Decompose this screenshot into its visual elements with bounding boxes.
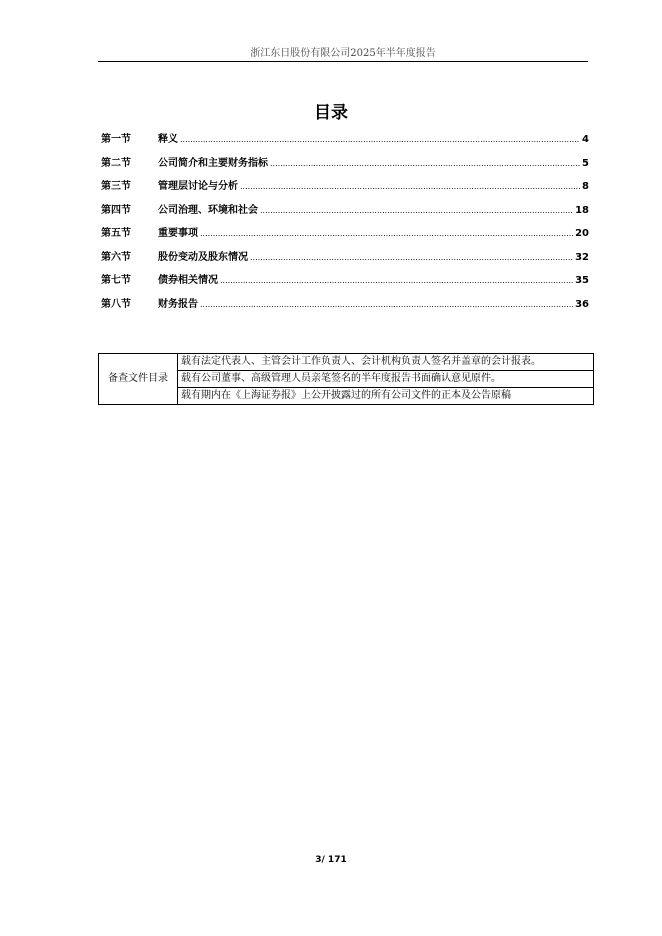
table-row: [99, 354, 594, 371]
toc-entry[interactable]: [101, 271, 589, 295]
toc-leader-dots: [200, 229, 573, 238]
toc-entry[interactable]: [101, 130, 589, 154]
reference-doc-item: 载有法定代表人、主管会计工作负责人、会计机构负责人签名并盖章的会计报表。: [178, 354, 594, 371]
page-number: 3/ 171: [315, 855, 347, 865]
toc-section-number: 第六节: [101, 251, 131, 263]
toc-entry[interactable]: [101, 201, 589, 225]
toc-leader-dots: [260, 206, 573, 215]
toc-entry[interactable]: [101, 295, 589, 319]
toc-leader-dots: [220, 276, 573, 285]
toc-page-number: 36: [575, 298, 589, 310]
toc-section-name: 公司治理、环境和社会: [158, 204, 258, 216]
toc-section-name: 财务报告: [158, 298, 198, 310]
page-header: 浙江东日股份有限公司2025年半年度报告: [250, 48, 436, 59]
toc-leader-dots: [200, 300, 573, 309]
toc-section-number: 第四节: [101, 204, 131, 216]
toc-page-number: 8: [582, 181, 589, 192]
toc-page-number: 4: [582, 134, 589, 145]
toc-section-name: 重要事项: [158, 228, 198, 239]
toc-section-number: 第八节: [101, 298, 131, 310]
toc-page-number: 18: [575, 204, 589, 216]
toc-section-name: 公司简介和主要财务指标: [158, 157, 268, 169]
toc-leader-dots: [270, 159, 580, 168]
toc-section-number: 第五节: [101, 228, 131, 239]
toc-section-name: 管理层讨论与分析: [158, 181, 238, 192]
toc-page-number: 35: [575, 275, 589, 286]
toc-page-number: 20: [575, 228, 589, 239]
toc-section-number: 第三节: [101, 181, 131, 192]
reference-doc-item: 载有公司董事、高级管理人员亲笔签名的半年度报告书面确认意见原件。: [178, 371, 594, 388]
toc-section-name: 释义: [158, 134, 178, 145]
toc-leader-dots: [180, 135, 580, 144]
toc-section-number: 第七节: [101, 275, 131, 286]
reference-doc-item: 载有期内在《上海证券报》上公开披露过的所有公司文件的正本及公告原稿: [178, 388, 594, 405]
toc-section-number: 第二节: [101, 157, 131, 169]
table-of-contents: [101, 130, 589, 318]
toc-entry[interactable]: [101, 248, 589, 272]
toc-section-number: 第一节: [101, 134, 131, 145]
toc-entry[interactable]: [101, 224, 589, 248]
toc-leader-dots: [250, 253, 573, 262]
toc-leader-dots: [240, 182, 580, 191]
toc-section-name: 股份变动及股东情况: [158, 251, 248, 263]
reference-documents-table: [98, 353, 594, 405]
toc-page-number: 5: [582, 157, 589, 169]
reference-docs-label: 备查文件目录: [99, 354, 178, 405]
toc-entry[interactable]: [101, 154, 589, 178]
toc-entry[interactable]: [101, 177, 589, 201]
toc-page-number: 32: [575, 251, 589, 263]
toc-section-name: 债券相关情况: [158, 275, 218, 286]
toc-title: 目录: [314, 103, 348, 123]
header-rule: [98, 61, 588, 62]
